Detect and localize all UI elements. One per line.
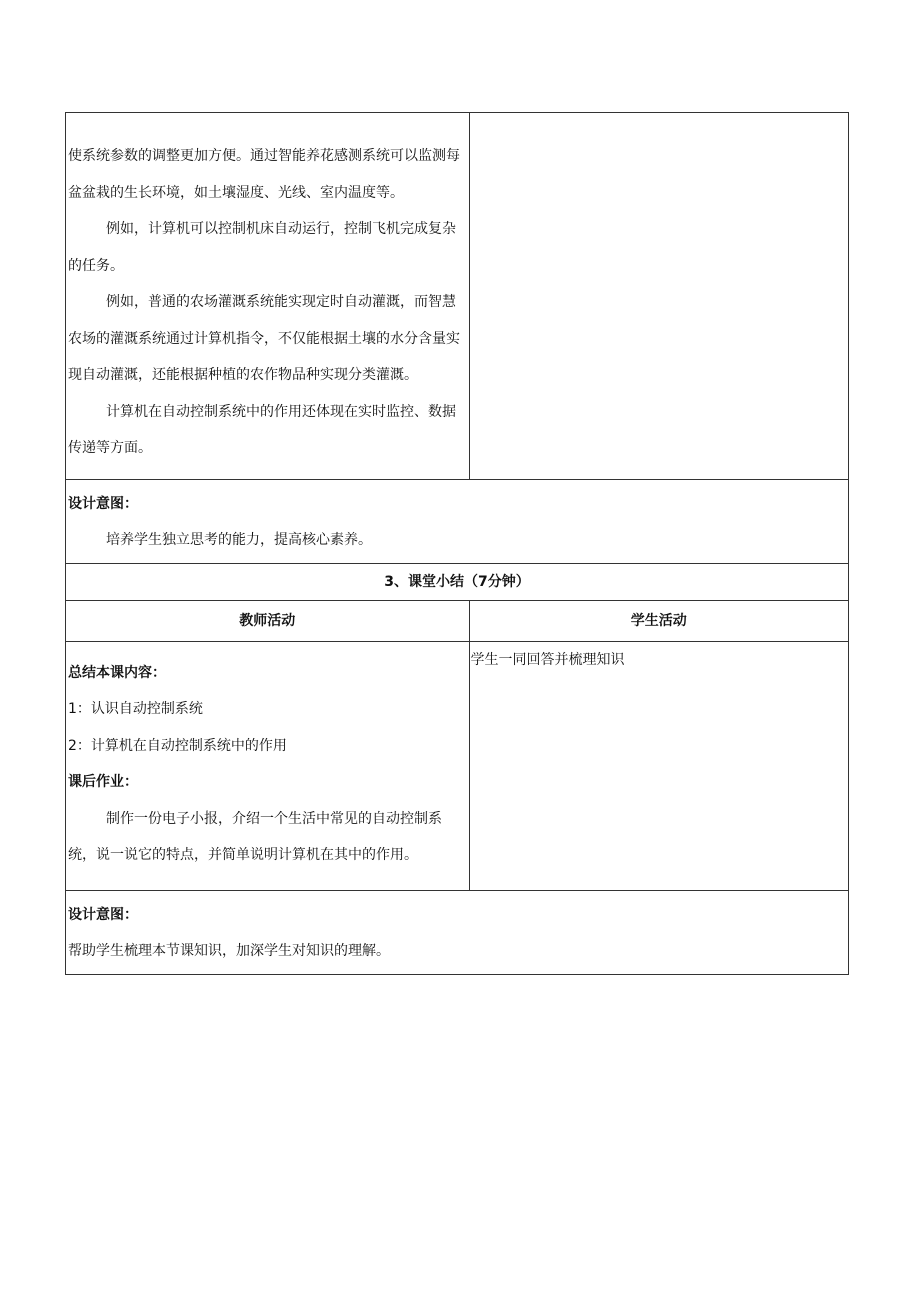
summary-item-2: 2：计算机在自动控制系统中的作用 (68, 737, 287, 754)
lesson-plan-sheet (65, 112, 849, 975)
summary-item-1: 1：认识自动控制系统 (68, 701, 203, 717)
paragraph-example-machine: 例如，计算机可以控制机床自动运行，控制飞机完成复杂的任务。 (68, 221, 456, 274)
summary-teacher-cell (66, 641, 470, 890)
design-intent-label-2: 设计意图： (68, 906, 138, 923)
student-content-cell (469, 113, 849, 480)
design-intent-cell-1 (66, 479, 849, 563)
summary-title: 总结本课内容： (68, 664, 166, 681)
paragraph-system-params: 使系统参数的调整更加方便。通过智能养花感测系统可以监测每盆盆栽的生长环境，如土壤湿度、光线、室内温度等。 (68, 148, 460, 201)
header-student-activity: 学生活动 (469, 600, 849, 641)
design-intent-label-1: 设计意图： (68, 495, 138, 512)
summary-student-cell (469, 641, 849, 890)
section-title-row (66, 563, 849, 600)
design-intent-cell-2 (66, 890, 849, 974)
design-intent-text-2: 帮助学生梳理本节课知识，加深学生对知识的理解。 (68, 943, 390, 959)
design-intent-row-1 (66, 479, 849, 563)
paragraph-realtime-monitor: 计算机在自动控制系统中的作用还体现在实时监控、数据传递等方面。 (68, 403, 456, 456)
content-row (66, 113, 849, 480)
design-intent-text-1: 培养学生独立思考的能力，提高核心素养。 (106, 532, 372, 548)
section-title: 3、课堂小结（7分钟） (66, 563, 849, 600)
homework-label: 课后作业： (68, 774, 138, 790)
student-answer: 学生一同回答并梳理知识 (470, 651, 625, 668)
homework-text: 制作一份电子小报，介绍一个生活中常见的自动控制系统，说一说它的特点，并简单说明计算机在其中的作用。 (68, 810, 442, 863)
lesson-plan-table (65, 112, 849, 975)
paragraph-example-irrigation: 例如，普通的农场灌溉系统能实现定时自动灌溉，而智慧农场的灌溉系统通过计算机指令，不仅能根据土壤的水分含量实现自动灌溉，还能根据种植的农作物品种实现分类灌溉。 (68, 294, 460, 383)
summary-row (66, 641, 849, 890)
teacher-content-cell (66, 113, 470, 480)
header-teacher-activity: 教师活动 (66, 600, 470, 641)
header-row (66, 600, 849, 641)
design-intent-row-2 (66, 890, 849, 974)
